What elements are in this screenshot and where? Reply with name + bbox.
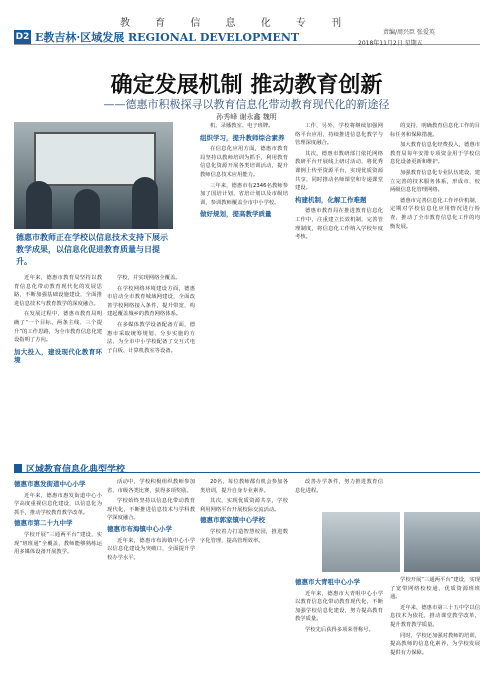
photo-caption: 德惠市教师正在学校以信息技术支持下展示教学成果，以信息化促进教育质量与日提升。 <box>16 233 168 266</box>
school-name: 德惠市第二十九中学 <box>14 519 73 528</box>
article-paragraph: 德惠市完善信息化工作评价机制，定期对学校信息化应用情况进行检查，推动了全市教育信息化工作的均衡发展。 <box>390 197 480 230</box>
article-subheading: 加大投入，建设现代化教育环境 <box>14 347 102 365</box>
page-subtitle: ——德惠市积极探寻以教育信息化带动教育现代化的新途径 <box>103 98 390 111</box>
section-paragraph: 学校开展“三通两平台”建设，实现了宽带网络校校通、优质资源班班通。 <box>390 577 480 601</box>
school-name: 德惠市大青咀中心小学 <box>295 578 360 586</box>
issue-date: 2018年11月2日 星期五 <box>358 40 423 47</box>
article-paragraph: 工作，另外，学校将继续加强网络平台应用，持续推进信息化教学与管理深度融合。 <box>295 123 383 147</box>
article-paragraph: 三年来，德惠市有2346名教师参加了国培计划、省培计划以及市级培训，参训教师覆盖全市中小学校。 <box>200 182 288 206</box>
section-paragraph: 学校先后获得多项荣誉称号。 <box>305 626 374 633</box>
section-paragraph: 近年来，德惠市第三十五中学以信息技术为依托，推动课堂教学改革，提升教育教学质量。 <box>390 604 480 628</box>
section-paragraph: 20名，每位教师都有机会参加各类培训，提升自身专业素养。 <box>200 479 288 494</box>
section-column-3 <box>200 478 288 690</box>
article-paragraph: 在多媒体教学设备配备方面，德惠市采取统筹规划、分步实施的方法，为全市中小学校配备了交互式电子白板、计算机教室等设备。 <box>107 321 195 354</box>
article-paragraph: 在信息化应用方面，德惠市教育局坚持以教师培训为抓手，利用教育信息化资源开展各类培训活动，提升教师信息技术应用能力。 <box>200 146 288 178</box>
channel-title: E教吉林·区域发展 REGIONAL DEVELOPMENT <box>35 31 300 44</box>
byline: 孙秀峰 谢永鑫 魏明 <box>216 113 277 121</box>
section-column-2 <box>107 478 195 690</box>
section-column-1 <box>14 478 102 690</box>
article-column-2 <box>107 274 195 458</box>
photo-person <box>132 177 158 229</box>
section-rule <box>14 472 480 473</box>
article-column-1 <box>14 274 102 458</box>
school-name: 德惠市惠发街道中心小学 <box>14 480 86 488</box>
section-column-4b <box>295 576 383 690</box>
section-paragraph: 同时，学校还加强对教师的培训，提高教师的信息化素养，为学校发展提供有力保障。 <box>390 632 480 656</box>
article-column-4 <box>295 122 383 458</box>
section-title: 区域教育信息化典型学校 <box>26 465 126 475</box>
article-photo <box>14 122 173 229</box>
article-subheading: 构建机制，化解工作难题 <box>295 195 367 204</box>
article-paragraph: 机、录播教室、电子班牌。 <box>210 123 274 129</box>
article-paragraph: 其次，德惠市教研部门依托网络教研平台开展线上研讨活动，将优秀课例上传至资源平台，实现优质资源共享，同时推动名师课堂和专递课堂建设。 <box>295 150 383 192</box>
section-paragraph: 近年来，德惠市惠发街道中心小学高度重视信息化建设，以信息化为抓手，推动学校教育教学改革。 <box>14 492 102 516</box>
photo-person <box>26 181 52 229</box>
school-name: 德惠市布海镇中心小学 <box>107 524 172 533</box>
section-column-5 <box>390 576 480 690</box>
editors-credit: 责编/周兴臣 张爱英 <box>383 29 435 36</box>
article-paragraph: 的支持，明确教育信息化工作的目标任务和保障措施。 <box>390 123 480 138</box>
section-paragraph: 学校始终坚持以信息化带动教育现代化，不断推进信息技术与学科教学深度融合。 <box>107 498 195 522</box>
school-name: 德惠市郭家镇中心学校 <box>200 516 265 525</box>
section-paragraph: 近年来，德惠市布海镇中心小学以信息化建设为突破口，全面提升学校办学水平。 <box>107 537 195 561</box>
school-photo <box>322 512 400 572</box>
article-paragraph: 学校，并实现网络全覆盖。 <box>117 275 181 281</box>
section-column-4 <box>295 478 383 508</box>
article-paragraph: 在学校网络环境建设方面，德惠市启动全市教育城域网建设，全面改善学校网络接入条件，提升带宽，构建起覆盖城乡的教育网络体系。 <box>107 285 195 318</box>
section-paragraph: 其次，实现优质资源共享，学校利用网络平台开展校际交流活动。 <box>200 498 288 513</box>
section-number-badge: D2 <box>15 32 30 42</box>
section-header <box>14 462 480 474</box>
article-column-3 <box>200 122 288 458</box>
article-paragraph: 在发展过程中，德惠市教育局明确了“一个目标、两条主线、三个提升”的工作思路，为全市教育信息化建设指明了方向。 <box>14 311 102 344</box>
article-paragraph: 近年来，德惠市教育局坚持以教育信息化带动教育现代化的发展思路，不断加强基础设施建设，全面推进信息技术与教育教学的深度融合。 <box>14 275 102 307</box>
masthead-tagline: 教 育 信 息 化 专 刊 <box>120 18 353 29</box>
section-paragraph: 改善办学条件，努力推进教育信息化进程。 <box>295 479 383 494</box>
section-paragraph: 活动中，学校积极组织教师参加省、市级各类比赛，获得多项奖励。 <box>107 479 195 494</box>
article-subheading: 做好规划，提高教学质量 <box>200 210 272 219</box>
school-photo <box>404 512 480 572</box>
article-paragraph: 加强教育信息化专业队伍建设，建立完善的技术服务体系，形成市、校两级信息化管理网络。 <box>390 169 480 194</box>
article-paragraph: 德惠市教育局在推进教育信息化工作中，注重建立长效机制，完善管理制度，将信息化工作纳入学校年度考核。 <box>295 208 383 241</box>
section-paragraph: 学校开展“三通两平台”建设，实现“班班通”全覆盖，教师能够熟练运用多媒体设备开展教学。 <box>14 531 102 556</box>
section-paragraph: 学校着力打造智慧校园，推进数字化管理，提高管理效率。 <box>200 528 288 544</box>
article-paragraph: 加大教育信息化经费投入，德惠市教育局每年安排专项资金用于学校信息化设备更新和维护。 <box>390 142 480 166</box>
page-title: 确定发展机制 推动教育创新 <box>110 73 383 98</box>
section-marker-icon <box>14 464 22 472</box>
article-subheading: 组织学习，提升教师综合素养 <box>200 133 285 142</box>
article-column-5 <box>390 122 480 458</box>
section-paragraph: 近年来，德惠市大青咀中心小学以教育信息化带动教育现代化，不断加强学校信息化建设，努力提高教育教学质量。 <box>295 590 383 623</box>
photo-person <box>74 189 100 229</box>
